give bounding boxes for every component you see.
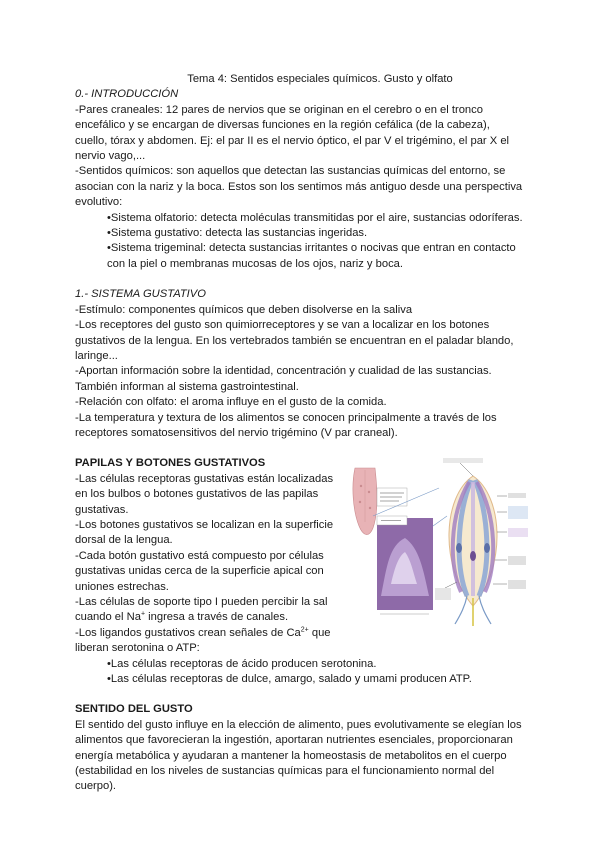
intro-paragraph-2: -Sentidos químicos: son aquellos que detectan las sustancias químicas del entorno, se asocian con la nariz y la boca. Estos son los sentimos más antiguo desde una perspectiva evolutivo: [75,165,523,209]
list-item: •Sistema trigeminal: detecta sustancias irritantes o nocivas que entran en contacto con la piel o membranas mucosas de los ojos, nariz y boca. [107,242,516,270]
list-item: •Sistema gustativo: detecta las sustancias ingeridas. [107,227,368,240]
gustativo-line: -Los receptores del gusto son quimiorreceptores y se van a localizar en los botones gustativos de la lengua. En los vertebrados también se encuentran en el paladar blando, laringe... [75,319,514,362]
intro-bullet-list [107,211,525,273]
list-item: •Sistema olfatorio: detecta moléculas transmitidas por el aire, sustancias odoríferas. [107,211,523,224]
sentido-paragraph: El sentido del gusto influye en la elección de alimento, pues evolutivamente se elegían los alimentos que favorecieran la ingestión, aportaran nutrientes esenciales, proporcionaran energía metabólica y ayudaran a mantener la homeostasis de metabolitos en el cuerpo (estabilidad en los niveles de sustancias químicas para el funcionamiento normal del cuerpo). [75,718,522,793]
section-heading-gustativo: 1.- SISTEMA GUSTATIVO [75,288,206,301]
document-title: Tema 4: Sentidos especiales químicos. Gusto y olfato [187,73,453,85]
list-item: •Las células receptoras de dulce, amargo, salado y umami producen ATP. [107,673,472,686]
papilas-line: -Las células receptoras gustativas están localizadas en los bulbos o botones gustativos de las papilas gustativas. [75,472,334,516]
papilas-line-na: -Las células de soporte tipo I pueden percibir la sal cuando el Na+ ingresa a través de canales. [75,596,328,624]
gustativo-line: -Estímulo: componentes químicos que deben disolverse en la saliva [75,303,413,316]
papilas-line-ca: -Los ligandos gustativos crean señales de $Ca^{2+}$ que liberan serotonina o ATP: [75,626,331,655]
list-item: •Las células receptoras de ácido producen serotonina. [107,657,377,670]
taste-bud-illustration [347,456,529,628]
gustativo-line: -Relación con olfato: el aroma influye en el gusto de la comida. [75,396,387,409]
section-heading-sentido: SENTIDO DEL GUSTO [75,703,193,716]
papilas-bullet-list [107,657,525,688]
document-page [75,72,525,795]
section-heading-papilas: PAPILAS Y BOTONES GUSTATIVOS [75,457,266,470]
gustativo-line: -La temperatura y textura de los alimentos se conocen principalmente a través de los receptores somatosensitivos del nervio trigémino (V par craneal). [75,411,497,439]
papilas-line: -Cada botón gustativo está compuesto por células gustativas unidas cerca de la superficie apical con uniones estrechas. [75,549,324,593]
taste-bud-figure [347,456,529,628]
intro-paragraph-1: -Pares craneales: 12 pares de nervios que se originan en el cerebro o en el tronco encefálico y se encargan de diversas funciones en la región cefálica (de la cabeza), cuello, tórax y abdomen. Ej: el par II es el nervio óptico, el par V el trigémino, el par X el nervio vago,... [75,103,510,163]
papilas-line: -Los botones gustativos se localizan en la superficie dorsal de la lengua. [75,518,334,547]
gustativo-line: -Aportan información sobre la identidad, concentración y cualidad de las sustancias. También informan al sistema gastrointestinal. [75,365,492,393]
section-heading-intro: 0.- INTRODUCCIÓN [75,88,179,101]
